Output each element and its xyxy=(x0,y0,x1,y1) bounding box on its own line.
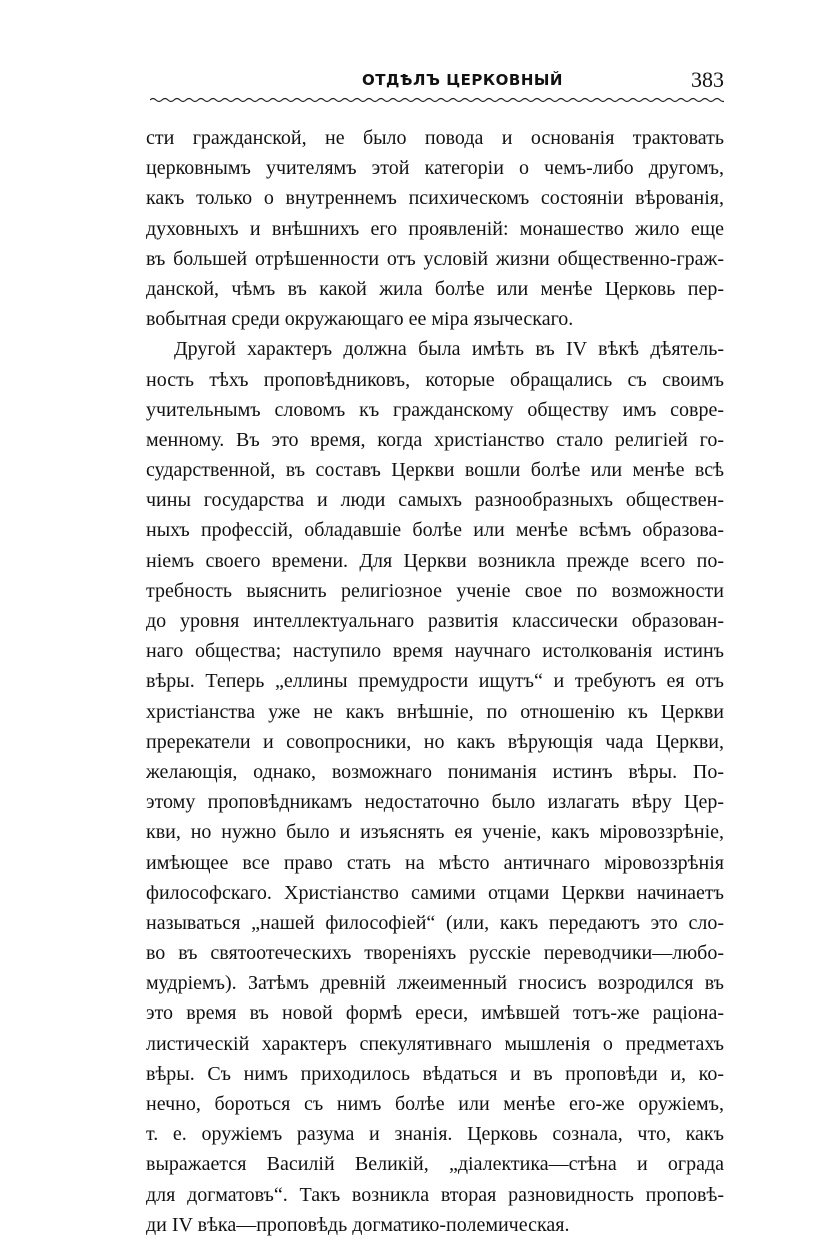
text-line: вѣры. Теперь „еллины премудрости ищутъ“ и требуютъ ея отъ xyxy=(146,670,724,693)
text-line: данской, чѣмъ въ какой жила болѣе или менѣе Церковь пер- xyxy=(146,277,724,300)
text-line: церковнымъ учителямъ этой категоріи о чемъ-либо другомъ, xyxy=(146,157,724,180)
text-line: ніемъ своего времени. Для Церкви возникла прежде всего по- xyxy=(146,549,724,572)
text-line: какъ только о внутреннемъ психическомъ состояніи вѣрованія, xyxy=(146,187,724,210)
text-line: сударственной, въ составъ Церкви вошли болѣе или менѣе всѣ xyxy=(146,459,724,482)
text-line: т. е. оружіемъ разума и знанія. Церковь сознала, что, какъ xyxy=(146,1123,724,1146)
text-line: христіанства уже не какъ внѣшніе, по отношенію къ Церкви xyxy=(146,700,724,723)
text-line: кви, но нужно было и изъяснять ея ученіе, какъ міровоззрѣніе, xyxy=(146,821,724,844)
text-line: Другой характеръ должна была имѣть въ IV вѣкѣ дѣятель- xyxy=(174,338,724,361)
text-line: менному. Въ это время, когда христіанство стало религіей го- xyxy=(146,428,724,451)
text-line: вѣры. Съ нимъ приходилось вѣдаться и въ проповѣди и, ко- xyxy=(146,1062,724,1085)
text-line: сти гражданской, не было повода и основанія трактовать xyxy=(146,127,724,149)
text-line: пререкатели и совопросники, но какъ вѣрующія чада Церкви, xyxy=(146,730,724,753)
header-wavy-rule xyxy=(150,96,724,104)
text-line: философскаго. Христіанство самими отцами Церкви начинаетъ xyxy=(146,881,724,904)
body-text xyxy=(146,123,724,1240)
text-line: выражается Василій Великій, „діалектика—стѣна и ограда xyxy=(146,1153,724,1176)
text-line: наго общества; наступило время научнаго истолкованія истинъ xyxy=(146,640,724,663)
text-line: для догматовъ“. Такъ возникла вторая разновидность проповѣ- xyxy=(146,1183,724,1206)
text-line: это время въ новой формѣ ереси, имѣвшей тотъ-же раціона- xyxy=(146,1002,724,1025)
text-line: ди IV вѣка—проповѣдь догматико-полемическая. xyxy=(146,1213,570,1236)
text-line: духовныхъ и внѣшнихъ его проявленій: монашество жило еще xyxy=(146,217,724,240)
text-line: требность выяснить религіозное ученіе свое по возможности xyxy=(146,579,724,602)
text-line: мудріемъ). Затѣмъ древній лжеименный гносисъ возродился въ xyxy=(146,972,724,995)
text-line: чины государства и люди самыхъ разнообразныхъ обществен- xyxy=(146,489,724,512)
text-line: ность тѣхъ проповѣдниковъ, которые обращались съ своимъ xyxy=(146,368,724,391)
text-line: желающія, однако, возможнаго пониманія истинъ вѣры. По- xyxy=(146,760,724,783)
text-line: нечно, бороться съ нимъ болѣе или менѣе его-же оружіемъ, xyxy=(146,1093,724,1115)
text-line: называться „нашей философіей“ (или, какъ передаютъ это сло- xyxy=(146,911,724,934)
page-number: 383 xyxy=(691,67,724,92)
text-line: вобытная среди окружающаго ее міра языческаго. xyxy=(146,308,574,331)
text-line: во въ святоотеческихъ твореніяхъ русскіе переводчики—любо- xyxy=(146,942,724,965)
page-header xyxy=(150,68,724,96)
text-line: учительнымъ словомъ къ гражданскому обществу имъ совре- xyxy=(146,398,724,421)
running-head: ОТДѢЛЪ ЦЕРКОВНЫЙ xyxy=(362,71,563,89)
text-line: листическій характеръ спекулятивнаго мышленія о предметахъ xyxy=(146,1032,724,1055)
text-line: ныхъ профессій, обладавшіе болѣе или менѣе всѣмъ образова- xyxy=(146,519,724,542)
text-line: до уровня интеллектуальнаго развитія классически образован- xyxy=(146,610,724,632)
text-line: имѣющее все право стать на мѣсто античнаго міровоззрѣнія xyxy=(146,851,724,874)
text-line: этому проповѣдникамъ недостаточно было излагать вѣру Цер- xyxy=(146,791,724,814)
text-line: въ большей отрѣшенности отъ условій жизни общественно-граж- xyxy=(146,247,724,270)
